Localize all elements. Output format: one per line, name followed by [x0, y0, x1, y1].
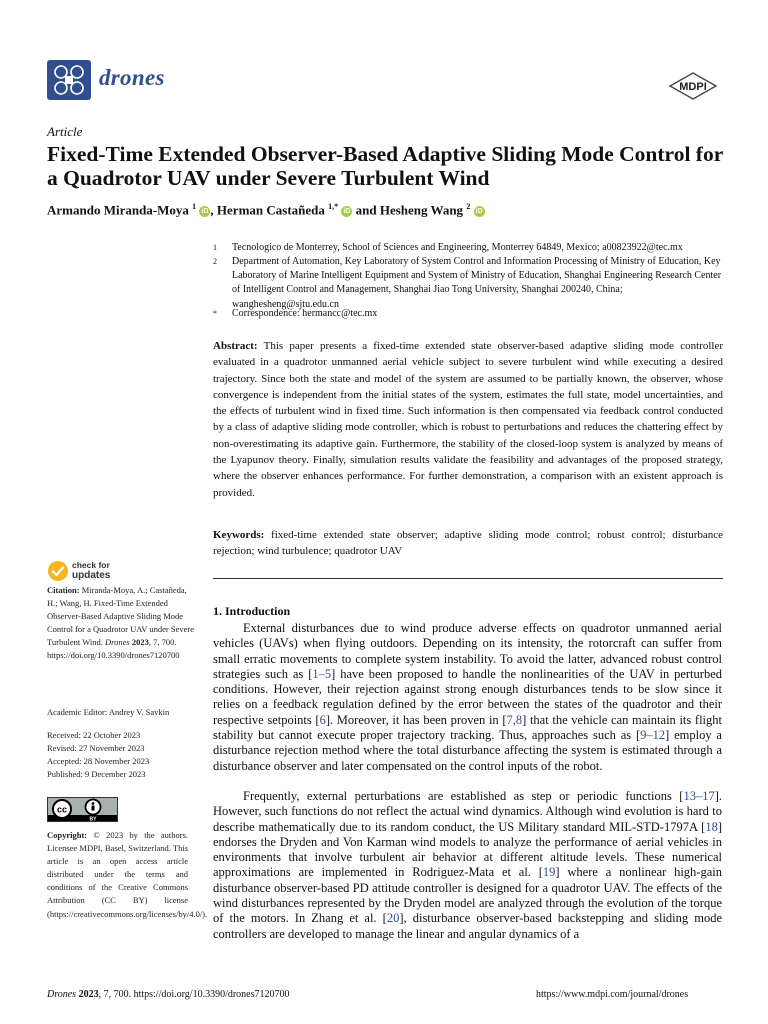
abstract-label: Abstract:: [213, 340, 258, 352]
citation-link[interactable]: 6: [319, 712, 326, 727]
article-title: Fixed-Time Extended Observer-Based Adaptive Sliding Mode Control for a Quadrotor UAV under Severe Turbulent Wind: [47, 142, 723, 190]
keywords: [213, 527, 723, 560]
accepted-date: Accepted: 28 November 2023: [47, 756, 150, 766]
citation-link[interactable]: 19: [542, 865, 556, 880]
citation: Citation: Miranda-Moya, A.; Castañeda, H.; Wang, H. Fixed-Time Extended Observer-Based Adaptive Sliding Mode Control for a Quadrotor UAV under Severe Turbulent Wind. Drones 2023, 7, 700. https://doi.org/10.3390/drones7120700: [47, 585, 194, 661]
svg-text:BY: BY: [89, 816, 97, 821]
author-affiliation-mark: 2: [466, 202, 471, 211]
copyright-label: Copyright:: [47, 830, 88, 840]
citation-link[interactable]: 20: [386, 911, 400, 926]
affiliation-2: 2 Department of Automation, Key Laboratory of System Control and Information Processing of Ministry of Education, Key Laboratory of Marine Intelligent Equipment and System of Ministry of Education, Shanghai Engineering Research Center of Intelligent Control and Management, Shanghai Jiao Tong University, Shanghai 200240, China; wanghesheng@sjtu.edu.cn: [213, 256, 722, 310]
intro-paragraph-2: Frequently, external perturbations are established as step or periodic functions [13–17]. However, such functions do not reflect the actual wind dynamics. Although wind evolution is hard to describe mathematically due to its random conduct, the US Military standard MIL-STD-1797A [18] endorses the Dryden and Von Karman wind models to analyze the performance of aerial vehicles in environments that involve turbulent air behavior at different altitude levels. These numerical approximations are implemented in Rodriguez-Mata et al. [19] where a nonlinear high-gain disturbance observer-based PD attitude controller is designed for a quadrotor UAV. The effects of the wind disturbances represented by the Dryden model are analyzed through the evolution of the torque of the motors. In Zhang et al. [20], disturbance observer-based backstepping and sliding mode controllers are developed to manage the linear and angular dynamics of a: [213, 789, 722, 941]
check-for-updates-button[interactable]: check for updates: [72, 560, 111, 581]
citation-link[interactable]: 13–17: [683, 789, 715, 803]
affiliation-1: 1 Tecnologico de Monterrey, School of Sciences and Engineering, Monterrey 64849, Mexico; a00823922@tec.mx: [213, 242, 683, 253]
divider: [213, 578, 723, 579]
author-name[interactable]: Armando Miranda-Moya: [47, 202, 189, 218]
orcid-icon[interactable]: iD: [201, 208, 209, 216]
published-date: Published: 9 December 2023: [47, 769, 146, 779]
citation-link[interactable]: 9–12: [640, 728, 666, 743]
author-affiliation-mark: 1,*: [328, 202, 339, 211]
article-type: Article: [47, 124, 83, 139]
keywords-label: Keywords:: [213, 529, 265, 541]
citation-link[interactable]: 7,8: [506, 712, 523, 727]
abstract-text: This paper presents a fixed-time extended state observer-based adaptive sliding mode controller evaluated in a quadrotor unmanned aerial vehicle subject to severe turbulent wind while executing a desired trajectory. Since both the state and model of the system are assumed to be partially known, the observer, whose convergence is independent from the initial states of the system, estimates the full state, model uncertainties, and the effects of turbulent wind in fixed time. Such information is then compensated via feedback control conducted by a class of adaptive sliding mode controller, which is robust to perturbations and reduces the chattering effect by non-overestimating its adaptive gain. Furthermore, the stability of the closed-loop system is analyzed by means of the Lyapunov theory. Finally, simulation results validate the feasibility and advantages of the proposed strategy, where the observer enhances performance. For further demonstration, a comparison with an existent approach is provided.: [213, 340, 723, 499]
author-name[interactable]: Hesheng Wang: [379, 202, 464, 218]
orcid-icon[interactable]: iD: [343, 208, 351, 216]
mdpi-logo[interactable]: [668, 72, 718, 100]
drone-logo-icon: [47, 60, 91, 100]
section-heading: 1. Introduction: [213, 604, 291, 618]
copyright-notice: Copyright: © 2023 by the authors. Licensee MDPI, Basel, Switzerland. This article is an open access article distributed under the terms and conditions of the Creative Commons Attribution (CC BY) license (https://creativecommons.org/licenses/by/4.0/).: [47, 830, 208, 919]
citation-link[interactable]: 1–5: [312, 666, 332, 681]
intro-paragraph-1: External disturbances due to wind produce adverse effects on quadrotor unmanned aerial vehicles (UAVs) when flying outdoors. Depending on its intensity, the rotorcraft can suffer from small erratic movements to complete system instability. To avoid the latter, advanced robust control strategies such as [1–5] have been proposed to handle the nonlinearities of the UAV in perturbed conditions. However, their rejection against strong enough disturbances tends to be slow since it relies on a feedback regulation defined by the error between the states of the quadrotor and their respective setpoints [6]. Moreover, it has been proven in [7,8] that the vehicle can maintain its flight stability but cannot execute proper trajectory tracking. Thus, approaches such as [9–12] employ a disturbance rejection method where the total disturbance affecting the system is estimated through a disturbance observer and later compensated on the control inputs of the robot.: [213, 621, 723, 773]
journal-name[interactable]: drones: [99, 65, 165, 90]
orcid-icon[interactable]: iD: [475, 208, 483, 216]
citation-link[interactable]: 18: [705, 819, 718, 834]
check-for-updates-icon[interactable]: [47, 560, 69, 582]
revised-date: Revised: 27 November 2023: [47, 743, 145, 753]
author-list: Armando Miranda-Moya $^1$ iD , Herman Castañeda $^{1,*}$ iD and Hesheng Wang $^2$ iD: [47, 202, 483, 218]
academic-editor: Academic Editor: Andrey V. Savkin: [47, 707, 170, 717]
cc-by-license-badge[interactable]: [47, 797, 118, 822]
citation-label: Citation:: [47, 585, 80, 595]
author-name[interactable]: Herman Castañeda: [216, 202, 325, 218]
footer-journal-url[interactable]: https://www.mdpi.com/journal/drones: [536, 989, 689, 1000]
svg-text:cc: cc: [56, 804, 68, 815]
journal-logo[interactable]: [47, 60, 91, 100]
received-date: Received: 22 October 2023: [47, 730, 141, 740]
publisher-name: MDPI: [679, 81, 707, 93]
correspondence: * Correspondence: hermancc@tec.mx: [213, 308, 378, 319]
footer-citation: Drones 2023, 7, 700. https://doi.org/10.3390/drones7120700: [47, 989, 290, 1000]
abstract: [213, 338, 723, 501]
author-affiliation-mark: 1: [192, 202, 197, 211]
keywords-text: fixed-time extended state observer; adaptive sliding mode control; robust control; disturbance rejection; wind turbulence; quadrotor UAV: [213, 529, 724, 558]
